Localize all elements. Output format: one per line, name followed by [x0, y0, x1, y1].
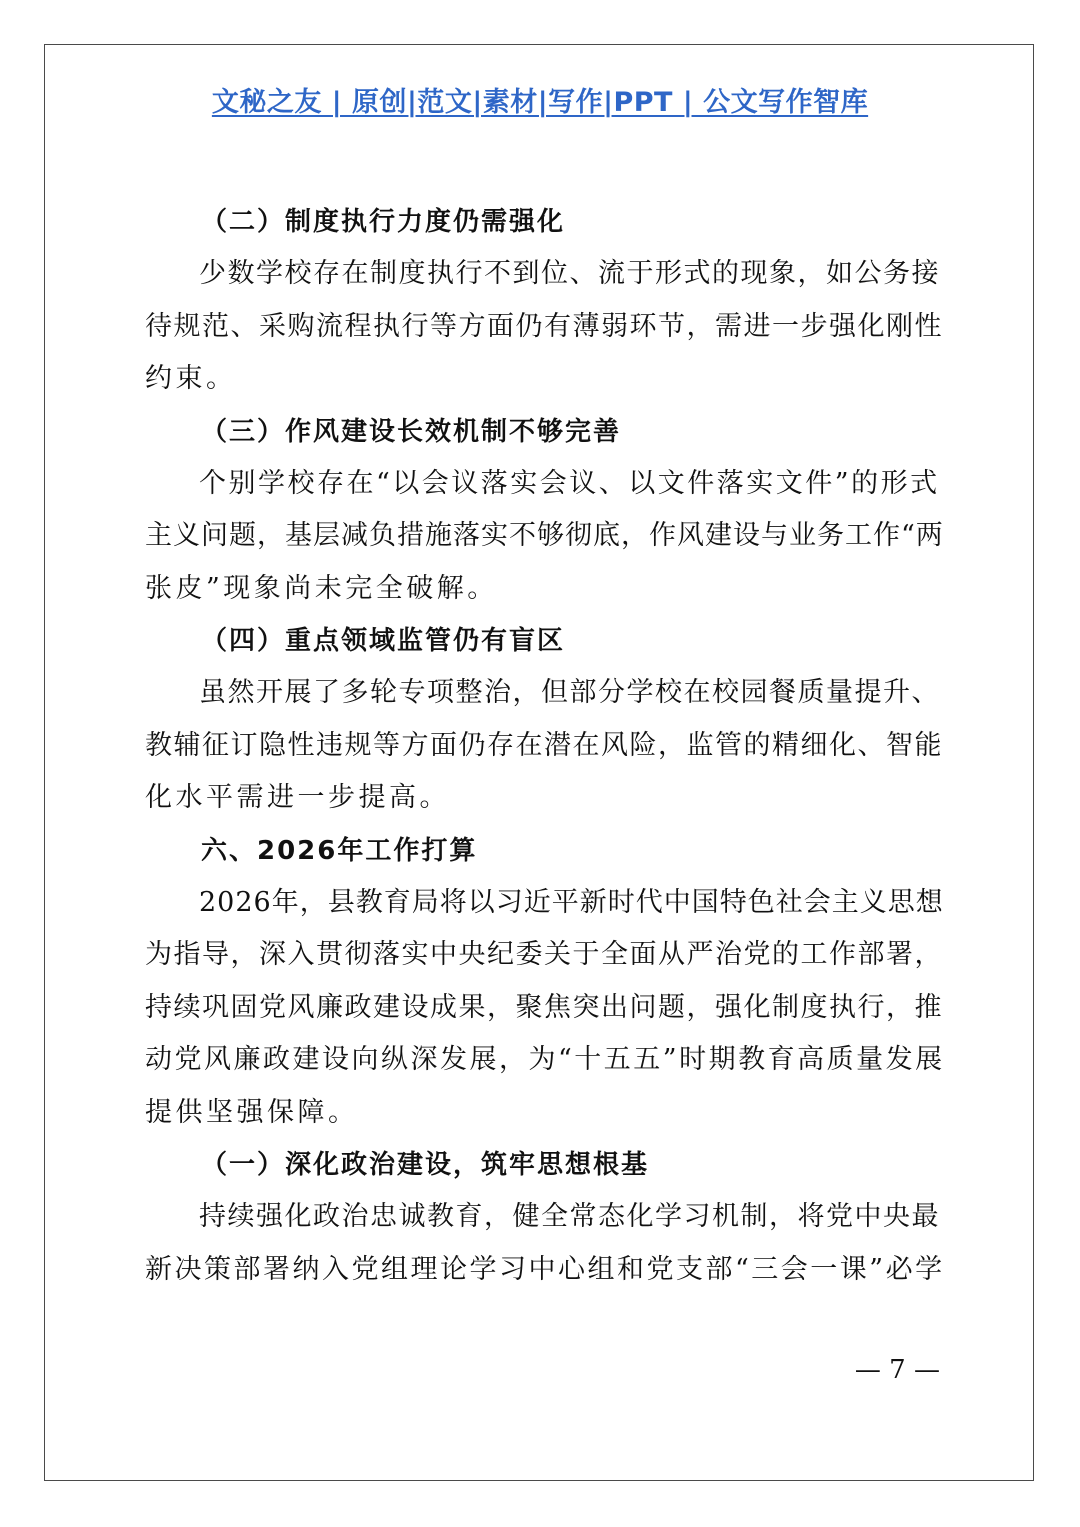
section-paragraph [145, 667, 945, 825]
section-heading: （一）深化政治建设，筑牢思想根基 [201, 1150, 650, 1180]
section-paragraph [145, 877, 945, 1140]
chapter-heading: 六、2026年工作打算 [201, 835, 478, 866]
paragraph-line: 待规范、采购流程执行等方面仍有薄弱环节，需进一步强化刚性 [145, 310, 943, 342]
paragraph-line: 教辅征订隐性违规等方面仍存在潜在风险，监管的精细化、智能 [145, 729, 943, 761]
paragraph-line: 主义问题，基层减负措施落实不够彻底，作风建设与业务工作“两 [145, 520, 944, 551]
section-heading: （二）制度执行力度仍需强化 [201, 207, 566, 237]
section-paragraph [145, 1191, 945, 1296]
section-paragraph [145, 248, 945, 406]
section-paragraph [145, 458, 945, 616]
section-heading: （四）重点领域监管仍有盲区 [201, 626, 566, 656]
document-body [145, 196, 945, 1296]
paragraph-line: 化水平需进一步提高。 [145, 782, 450, 813]
paragraph-line: 少数学校存在制度执行不到位、流于形式的现象，如公务接 [199, 258, 940, 289]
paragraph-line: 动党风廉政建设向纵深发展，为“十五五”时期教育高质量发展 [145, 1044, 945, 1075]
paragraph-line: 约束。 [145, 363, 237, 394]
paragraph-line: 2026年，县教育局将以习近平新时代中国特色社会主义思想 [199, 886, 944, 918]
paragraph-line: 个别学校存在“以会议落实会议、以文件落实文件”的形式 [199, 467, 940, 499]
paragraph-line: 张皮”现象尚未完全破解。 [145, 572, 498, 604]
paragraph-line: 新决策部署纳入党组理论学习中心组和党支部“三会一课”必学 [145, 1253, 945, 1285]
paragraph-line: 提供坚强保障。 [145, 1096, 359, 1128]
header-banner-link[interactable]: 文秘之友 | 原创|范文|素材|写作|PPT | 公文写作智库 [211, 87, 869, 118]
paragraph-line: 虽然开展了多轮专项整治，但部分学校在校园餐质量提升、 [199, 677, 940, 708]
paragraph-line: 持续巩固党风廉政建设成果，聚焦突出问题，强化制度执行，推 [145, 991, 943, 1023]
paragraph-line: 持续强化政治忠诚教育，健全常态化学习机制，将党中央最 [199, 1201, 940, 1232]
page-number: — 7 — [854, 1355, 940, 1385]
paragraph-line: 为指导，深入贯彻落实中央纪委关于全面从严治党的工作部署， [145, 939, 943, 970]
section-heading: （三）作风建设长效机制不够完善 [201, 416, 622, 447]
